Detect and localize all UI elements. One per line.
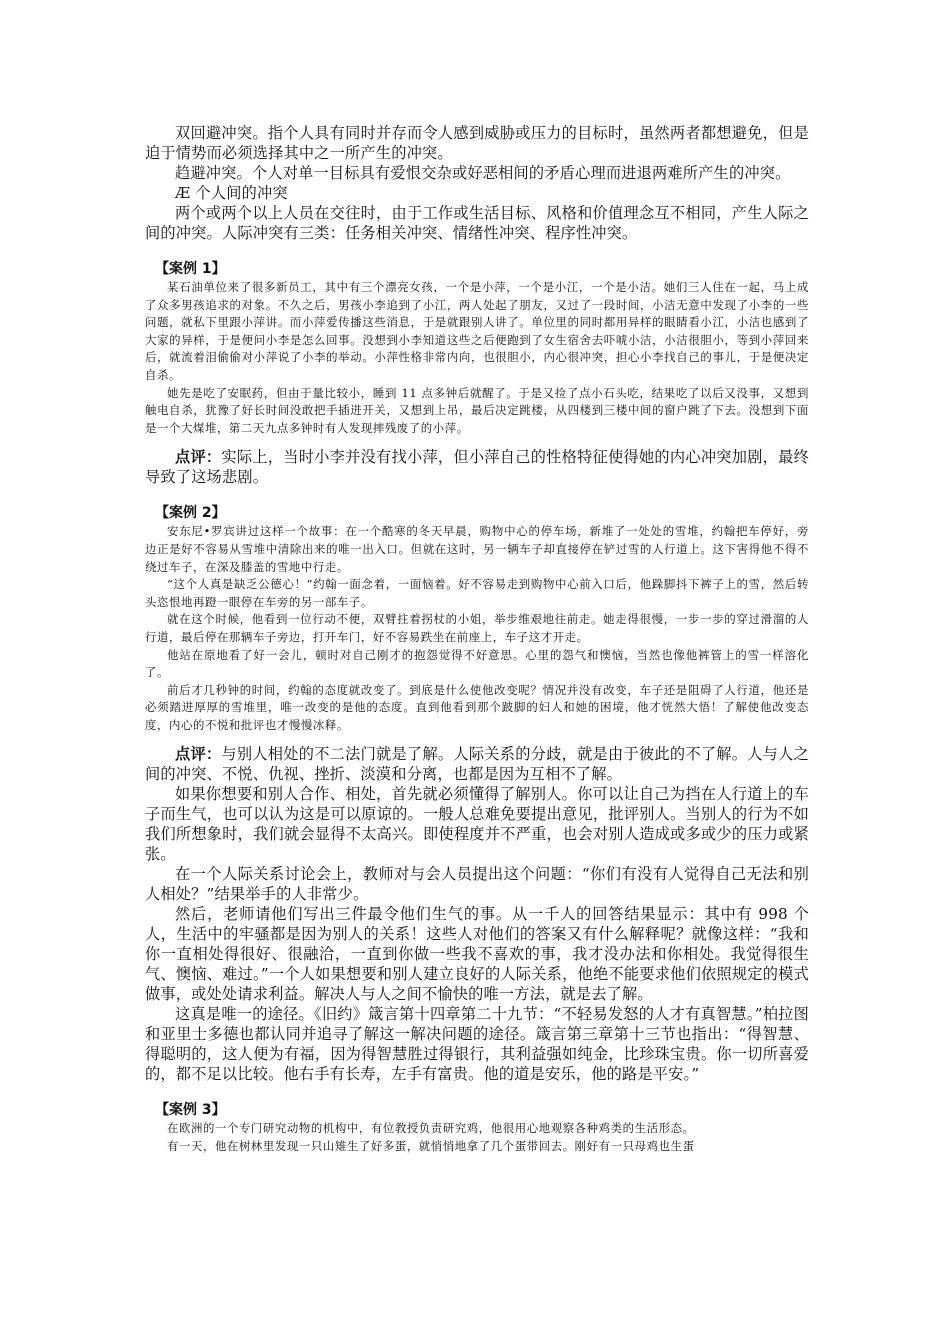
case-3-title: 【案例 3】	[155, 1102, 226, 1119]
case-2-paragraph: 安东尼•罗宾讲过这样一个故事：在一个酷寒的冬天早晨，购物中心的停车场，新堆了一处处的雪堆，约翰把车停好，旁边正是好不容易从雪堆中清除出来的唯一出入口。但就在这时，另一辆车子却直接停在铲过雪的人行道上。这下害得他不得不绕过车子，在深及膝盖的雪地中行走。	[145, 524, 809, 574]
case-1-paragraph: 她先是吃了安眠药，但由于量比较小，睡到 11 点多钟后就醒了。于是又捡了点小石头吃，结果吃了以后又没事，又想到触电自杀，犹豫了好长时间没敢把手插进开关，又想到上吊，最后决定跳楼，从四楼到三楼中间的窗户跳了下去。没想到下面是一个大煤堆，第二天九点多钟时有人发现摔残废了的小萍。	[145, 385, 809, 435]
section-heading-interpersonal-conflict: Æ 个人间的冲突	[175, 184, 288, 202]
case-1-paragraph: 某石油单位来了很多新员工，其中有三个漂亮女孩，一个是小萍，一个是小江，一个是小洁。她们三人住在一起，马上成了众多男孩追求的对象。不久之后，男孩小李追到了小江，两人处起了朋友，又过了一段时间，小洁无意中发现了小李的一些问题，就私下里跟小萍讲。而小萍爱传播这些消息，于是就跟别人讲了。单位里的同时都用异样的眼睛看小江，小洁也感到了大家的异样，于是便问小李是怎么回事。没想到小李知道这些之后便跑到了女生宿舍去吓唬小洁，小洁很胆小，等到小萍回来后，就流着泪偷偷对小萍说了小李的举动。小萍性格非常内向，也很胆小，内心很冲突，担心小李找自己的事儿，于是便决定自杀。	[145, 280, 809, 382]
case-2-comment	[145, 744, 809, 784]
case-2-discussion-paragraph: 这真是唯一的途径。《旧约》箴言第十四章第二十九节：“不轻易发怒的人才有真智慧。”柏拉图和亚里士多德也都认同并追寻了解这一解决问题的途径。箴言第三章第十三节也指出：“得智慧、得聪明的，这人便为有福，因为得智慧胜过得银行，其利益强如纯金，比珍珠宝贵。你一切所喜爱的，都不足以比较。他右手有长寿，左手有富贵。他的道是安乐，他的路是平安。”	[145, 1005, 809, 1084]
case-2-paragraph: 就在这个时候，他看到一位行动不便，双臂拄着拐杖的小姐，举步维艰地往前走。她走得很慢，一步一步的穿过滑溜的人行道，最后停在那辆车子旁边，打开车门，好不容易跌坐在前座上，车子这才开走。	[145, 612, 809, 644]
paragraph-double-avoidance: 双回避冲突。指个人具有同时并存而令人感到威胁或压力的目标时，虽然两者都想避免，但是迫于情势而必须选择其中之一所产生的冲突。	[145, 124, 809, 162]
paragraph-approach-avoidance: 趋避冲突。个人对单一目标具有爱恨交杂或好恶相间的矛盾心理而进退两难所产生的冲突。	[175, 164, 791, 182]
case-2-discussion-paragraph: 如果你想要和别人合作、相处，首先就必须懂得了解别人。你可以让自己为挡在人行道上的车子而生气，也可以认为这是可以原谅的。一般人总难免要提出意见，批评别人。当别人的行为不如我们所想象时，我们就会显得不太高兴。即使程度并不严重，也会对别人造成或多或少的压力或紧张。	[145, 785, 809, 864]
document-body	[145, 123, 809, 1156]
case-2-paragraph: 前后才几秒钟的时间，约翰的态度就改变了。到底是什么使他改变呢？情况并没有改变，车子还是阻碍了人行道，他还是必须踏进厚厚的雪堆里，唯一改变的是他的态度。直到他看到那个跛脚的妇人和她的困境，他才恍然大悟！了解使他改变态度，内心的不悦和批评也才慢慢冰释。	[145, 682, 809, 732]
paragraph-interpersonal-conflict: 两个或两个以上人员在交往时，由于工作或生活目标、风格和价值理念互不相同，产生人际之间的冲突。人际冲突有三类：任务相关冲突、情绪性冲突、程序性冲突。	[145, 204, 809, 242]
comment-text: 实际上，当时小李并没有找小萍，但小萍自己的性格特征使得她的内心冲突加剧，最终导致了这场悲剧。	[145, 448, 809, 487]
case-1-comment	[145, 447, 809, 487]
case-1-title: 【案例 1】	[155, 261, 226, 277]
case-3-paragraph: 在欧洲的一个专门研究动物的机构中，有位教授负责研究鸡，他很用心地观察各种鸡类的生活形态。	[167, 1121, 695, 1136]
case-2-title: 【案例 2】	[155, 505, 226, 522]
comment-label: 点评：	[175, 745, 222, 764]
case-2-paragraph: 他站在原地看了好一会儿，顿时对自己刚才的抱怨觉得不好意思。心里的怨气和懊恼，当然也像他裤管上的雪一样溶化了。	[145, 647, 809, 680]
case-3-paragraph: 有一天，他在树林里发现一只山雉生了好多蛋，就悄悄地拿了几个蛋带回去。刚好有一只母鸡也生蛋	[167, 1139, 695, 1154]
case-2-paragraph: “这个人真是缺乏公德心！”约翰一面念着，一面恼着。好不容易走到购物中心前入口后，他跺脚抖下裤子上的雪，然后转头恣恨地再蹬一眼停在车旁的另一部车子。	[145, 577, 809, 609]
case-2-discussion-paragraph: 然后，老师请他们写出三件最令他们生气的事。从一千人的回答结果显示：其中有 998 个人，生活中的牢骚都是因为别人的关系！这些人对他们的答案又有什么解释呢？就像这样：“我和你一直相处得很好、很融洽，一直到你做一些我不喜欢的事，我才没办法和你相处。我觉得很生气、懊恼、难过。”一个人如果想要和别人建立良好的人际关系，他绝不能要求他们依照规定的模式做事，或处处请求利益。解决人与人之间不愉快的唯一方法，就是去了解。	[145, 905, 809, 1004]
comment-text: 与别人相处的不二法门就是了解。人际关系的分歧，就是由于彼此的不了解。人与人之间的冲突、不悦、仇视、挫折、淡漠和分离，也都是因为互相不了解。	[145, 745, 809, 784]
case-2-discussion-paragraph: 在一个人际关系讨论会上，教师对与会人员提出这个问题：“你们有没有人觉得自己无法和别人相处？”结果举手的人非常少。	[145, 865, 809, 904]
comment-label: 点评：	[175, 448, 222, 467]
